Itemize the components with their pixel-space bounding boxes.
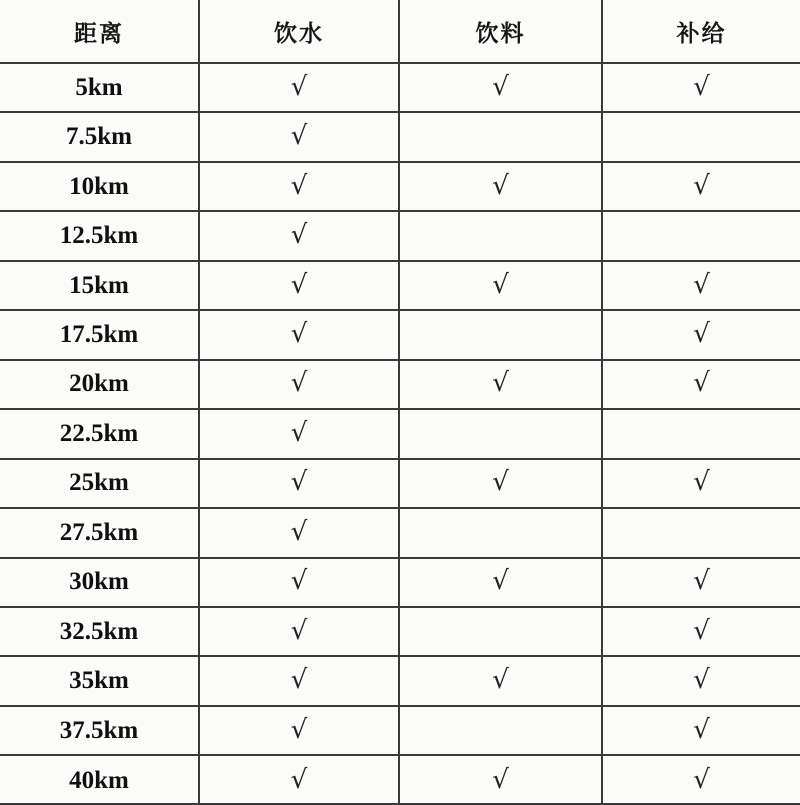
check-cell-water bbox=[199, 755, 399, 805]
check-mark: √ bbox=[290, 764, 308, 795]
distance-cell: 7.5km bbox=[0, 112, 199, 161]
header-supply: 补给 bbox=[602, 0, 800, 63]
check-cell-supply bbox=[602, 310, 800, 359]
check-cell-supply bbox=[602, 261, 800, 310]
distance-cell: 10km bbox=[0, 162, 199, 211]
check-mark: √ bbox=[492, 170, 509, 201]
check-mark: √ bbox=[693, 71, 710, 102]
check-cell-beverage bbox=[399, 607, 602, 656]
table-row bbox=[0, 558, 800, 607]
check-cell-supply bbox=[602, 63, 800, 112]
check-mark: √ bbox=[290, 71, 308, 102]
check-cell-supply bbox=[602, 558, 800, 607]
check-mark: √ bbox=[693, 665, 710, 696]
check-cell-supply bbox=[602, 706, 800, 755]
table-row bbox=[0, 459, 800, 508]
table-row bbox=[0, 508, 800, 557]
check-mark: √ bbox=[693, 368, 710, 399]
check-cell-water bbox=[199, 459, 399, 508]
check-cell-supply bbox=[602, 211, 800, 260]
check-mark: √ bbox=[492, 566, 509, 597]
header-water: 饮水 bbox=[199, 0, 399, 63]
check-mark: √ bbox=[693, 566, 710, 597]
check-mark: √ bbox=[290, 121, 308, 152]
check-mark: √ bbox=[290, 516, 308, 547]
check-cell-beverage bbox=[399, 656, 602, 705]
distance-cell: 27.5km bbox=[0, 508, 199, 557]
distance-cell: 32.5km bbox=[0, 607, 199, 656]
distance-cell: 22.5km bbox=[0, 409, 199, 458]
distance-cell: 15km bbox=[0, 261, 199, 310]
check-mark: √ bbox=[492, 269, 509, 300]
header-row bbox=[0, 0, 800, 63]
distance-cell: 17.5km bbox=[0, 310, 199, 359]
check-mark: √ bbox=[693, 615, 710, 646]
check-cell-beverage bbox=[399, 508, 602, 557]
check-cell-water bbox=[199, 261, 399, 310]
check-cell-supply bbox=[602, 360, 800, 409]
distance-cell: 30km bbox=[0, 558, 199, 607]
check-cell-supply bbox=[602, 508, 800, 557]
check-cell-water bbox=[199, 310, 399, 359]
check-cell-supply bbox=[602, 162, 800, 211]
check-mark: √ bbox=[290, 566, 308, 597]
check-mark: √ bbox=[290, 417, 308, 448]
check-cell-beverage bbox=[399, 63, 602, 112]
table-row bbox=[0, 607, 800, 656]
table-row bbox=[0, 656, 800, 705]
check-cell-water bbox=[199, 558, 399, 607]
check-mark: √ bbox=[290, 368, 308, 399]
header-distance: 距离 bbox=[0, 0, 199, 63]
check-cell-beverage bbox=[399, 211, 602, 260]
check-cell-water bbox=[199, 607, 399, 656]
check-cell-water bbox=[199, 360, 399, 409]
table-row bbox=[0, 63, 800, 112]
check-mark: √ bbox=[290, 220, 308, 251]
table-row bbox=[0, 211, 800, 260]
distance-cell: 5km bbox=[0, 63, 199, 112]
check-cell-supply bbox=[602, 656, 800, 705]
check-cell-beverage bbox=[399, 409, 602, 458]
check-cell-water bbox=[199, 162, 399, 211]
check-mark: √ bbox=[290, 665, 308, 696]
distance-cell: 37.5km bbox=[0, 706, 199, 755]
check-cell-supply bbox=[602, 409, 800, 458]
check-cell-water bbox=[199, 63, 399, 112]
check-cell-beverage bbox=[399, 558, 602, 607]
check-mark: √ bbox=[693, 467, 710, 498]
table-row bbox=[0, 261, 800, 310]
check-mark: √ bbox=[290, 318, 308, 349]
check-mark: √ bbox=[492, 71, 509, 102]
check-cell-water bbox=[199, 409, 399, 458]
check-mark: √ bbox=[492, 665, 509, 696]
check-cell-water bbox=[199, 211, 399, 260]
check-mark: √ bbox=[693, 269, 710, 300]
check-cell-beverage bbox=[399, 755, 602, 805]
check-mark: √ bbox=[693, 318, 710, 349]
check-cell-water bbox=[199, 508, 399, 557]
table-row bbox=[0, 310, 800, 359]
check-cell-supply bbox=[602, 607, 800, 656]
check-mark: √ bbox=[492, 467, 509, 498]
check-cell-supply bbox=[602, 459, 800, 508]
header-beverage: 饮料 bbox=[399, 0, 602, 63]
table-row bbox=[0, 409, 800, 458]
check-mark: √ bbox=[290, 170, 308, 201]
check-cell-beverage bbox=[399, 112, 602, 161]
check-cell-beverage bbox=[399, 310, 602, 359]
check-mark: √ bbox=[290, 269, 308, 300]
check-mark: √ bbox=[693, 714, 710, 745]
check-cell-beverage bbox=[399, 162, 602, 211]
distance-cell: 20km bbox=[0, 360, 199, 409]
table-row bbox=[0, 162, 800, 211]
check-mark: √ bbox=[290, 467, 308, 498]
distance-cell: 40km bbox=[0, 755, 199, 805]
distance-cell: 12.5km bbox=[0, 211, 199, 260]
table-row bbox=[0, 755, 800, 805]
check-cell-beverage bbox=[399, 706, 602, 755]
table-body bbox=[0, 63, 800, 805]
check-mark: √ bbox=[693, 170, 710, 201]
check-cell-water bbox=[199, 112, 399, 161]
distance-cell: 25km bbox=[0, 459, 199, 508]
check-cell-beverage bbox=[399, 360, 602, 409]
table-row bbox=[0, 706, 800, 755]
check-cell-beverage bbox=[399, 261, 602, 310]
distance-cell: 35km bbox=[0, 656, 199, 705]
check-mark: √ bbox=[492, 764, 509, 795]
check-cell-water bbox=[199, 706, 399, 755]
check-cell-beverage bbox=[399, 459, 602, 508]
check-cell-water bbox=[199, 656, 399, 705]
table-row bbox=[0, 112, 800, 161]
check-mark: √ bbox=[492, 368, 509, 399]
table-row bbox=[0, 360, 800, 409]
check-mark: √ bbox=[290, 615, 308, 646]
check-cell-supply bbox=[602, 755, 800, 805]
check-cell-supply bbox=[602, 112, 800, 161]
check-mark: √ bbox=[693, 764, 710, 795]
check-mark: √ bbox=[290, 714, 308, 745]
